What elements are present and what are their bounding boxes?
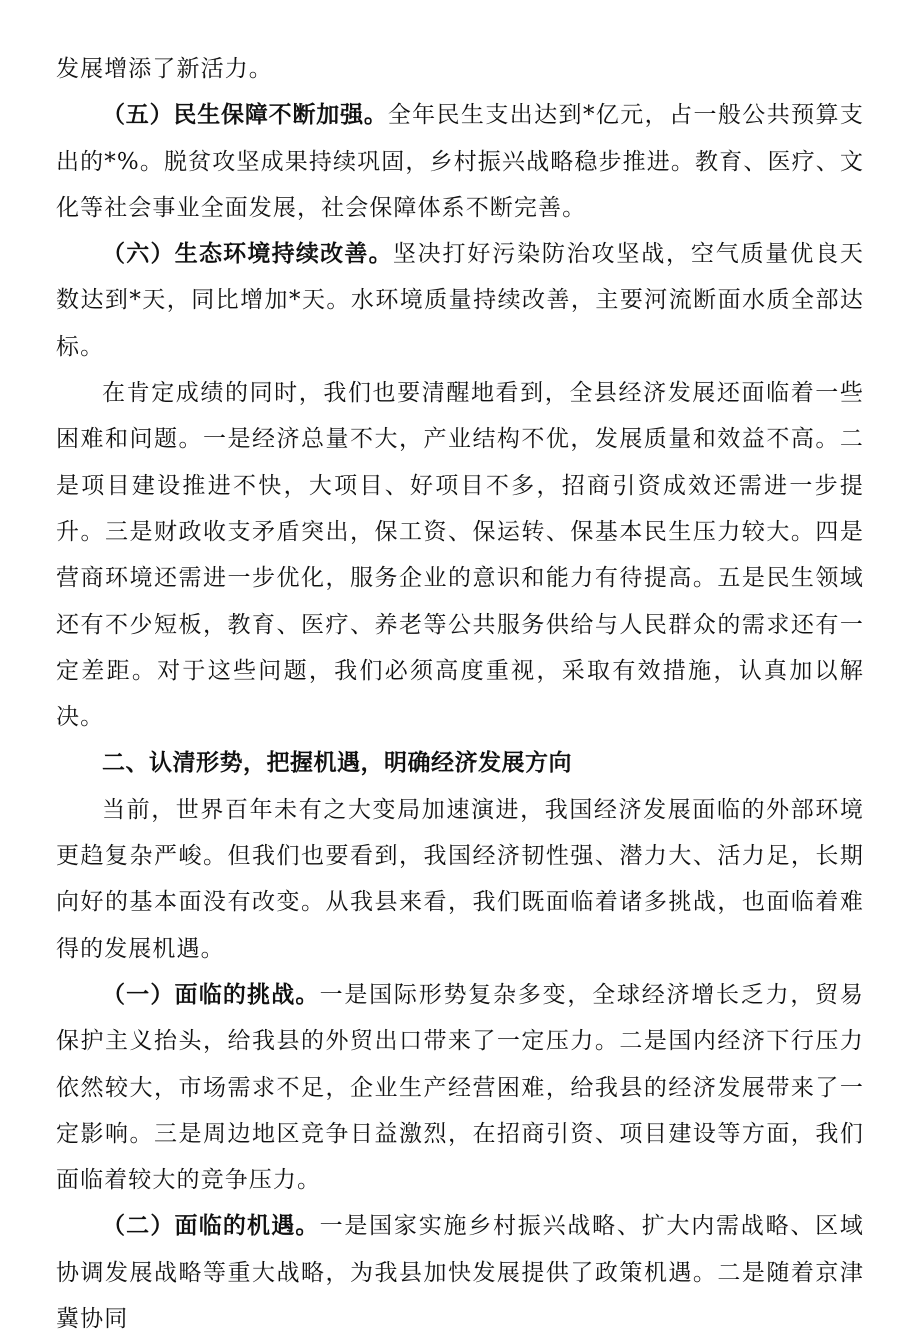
paragraph-lead: （二）面临的机遇。 (102, 1213, 320, 1240)
paragraph-text: 发展增添了新活力。 (56, 56, 273, 82)
paragraph-situation (56, 787, 864, 972)
paragraph-text: 当前，世界百年未有之大变局加速演进，我国经济发展面临的外部环境更趋复杂严峻。但我们也要看到，我国经济韧性强、潜力大、活力足，长期向好的基本面没有改变。从我县来看，我们既面临着诸多挑战，也面临着难得的发展机遇。 (56, 796, 864, 962)
paragraph-lead: （六）生态环境持续改善。 (102, 241, 393, 268)
paragraph-livelihood (56, 92, 864, 231)
paragraph-text: 一是国家实施乡村振兴战略、扩大内需战略、区域协调发展战略等重大战略，为我县加快发展提供了政策机遇。二是随着京津冀协同 (56, 1213, 865, 1333)
paragraph-text: 一是国际形势复杂多变，全球经济增长乏力，贸易保护主义抬头，给我县的外贸出口带来了一定压力。二是国内经济下行压力依然较大，市场需求不足，企业生产经营困难，给我县的经济发展带来了一定影响。三是周边地区竞争日益激烈，在招商引资、项目建设等方面，我们面临着较大的竞争压力。 (56, 981, 865, 1194)
paragraph-ecology (56, 231, 864, 370)
paragraph-text: 在肯定成绩的同时，我们也要清醒地看到，全县经济发展还面临着一些困难和问题。一是经济总量不大，产业结构不优，发展质量和效益不高。二是项目建设推进不快，大项目、好项目不多，招商引资成效还需进一步提升。三是财政收支矛盾突出，保工资、保运转、保基本民生压力较大。四是营商环境还需进一步优化，服务企业的意识和能力有待提高。五是民生领域还有不少短板，教育、医疗、养老等公共服务供给与人民群众的需求还有一定差距。对于这些问题，我们必须高度重视，采取有效措施，认真加以解决。 (56, 380, 864, 731)
section-heading: 二、认清形势，把握机遇，明确经济发展方向 (102, 750, 572, 777)
paragraph-continuation (56, 46, 864, 92)
paragraph-problems (56, 370, 864, 740)
paragraph-text: 坚决打好污染防治攻坚战，空气质量优良天数达到*天，同比增加*天。水环境质量持续改善，主要河流断面水质全部达标。 (56, 241, 864, 360)
paragraph-opportunities (56, 1203, 864, 1342)
paragraph-lead: （五）民生保障不断加强。 (102, 102, 388, 129)
paragraph-text: 全年民生支出达到*亿元，占一般公共预算支出的*%。脱贫攻坚成果持续巩固，乡村振兴战略稳步推进。教育、医疗、文化等社会事业全面发展，社会保障体系不断完善。 (56, 102, 865, 221)
paragraph-lead: （一）面临的挑战。 (102, 981, 320, 1008)
paragraph-challenges (56, 972, 864, 1203)
